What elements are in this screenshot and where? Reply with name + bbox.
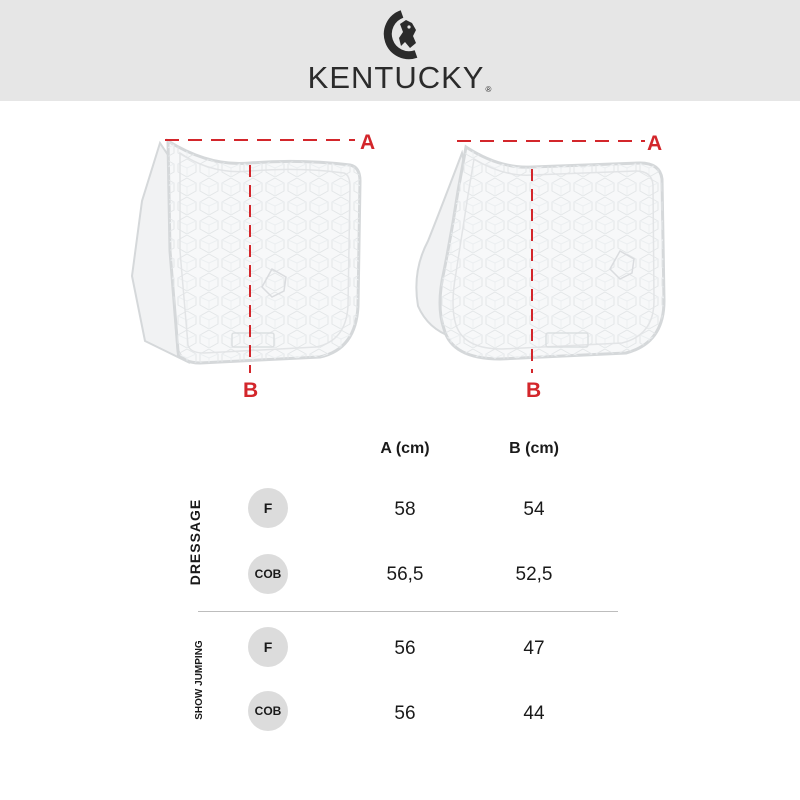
table-cell-b: 44	[523, 703, 545, 724]
table-cell-b: 47	[523, 638, 545, 659]
table-cell-b: 54	[523, 499, 545, 520]
horse-logo-icon	[372, 10, 428, 60]
table-cell-b: 52,5	[515, 564, 553, 585]
table-cell-a: 58	[394, 499, 416, 520]
marker-b-dressage: B	[243, 379, 259, 402]
section-label-show-jumping: SHOW JUMPING	[194, 640, 205, 720]
table-cell-a: 56,5	[386, 564, 424, 585]
table-cell-a: 56	[394, 638, 416, 659]
column-header-b: B (cm)	[509, 440, 559, 457]
brand-wordmark: KENTUCKY®	[307, 60, 493, 95]
marker-b-jumping: B	[526, 379, 542, 402]
column-header-a: A (cm)	[380, 440, 430, 457]
saddle-pad-illustrations	[0, 101, 800, 421]
size-badge-cob: COB	[248, 691, 288, 731]
size-badge-f: F	[248, 488, 288, 528]
section-divider	[198, 611, 618, 612]
dressage-pad-icon	[132, 140, 360, 373]
show-jumping-pad-icon	[416, 141, 664, 373]
size-badge-cob: COB	[248, 554, 288, 594]
header-banner	[0, 0, 800, 101]
section-label-dressage: DRESSAGE	[187, 498, 203, 586]
table-cell-a: 56	[394, 703, 416, 724]
marker-a-jumping: A	[647, 132, 663, 155]
marker-a-dressage: A	[360, 131, 376, 154]
size-badge-f: F	[248, 627, 288, 667]
